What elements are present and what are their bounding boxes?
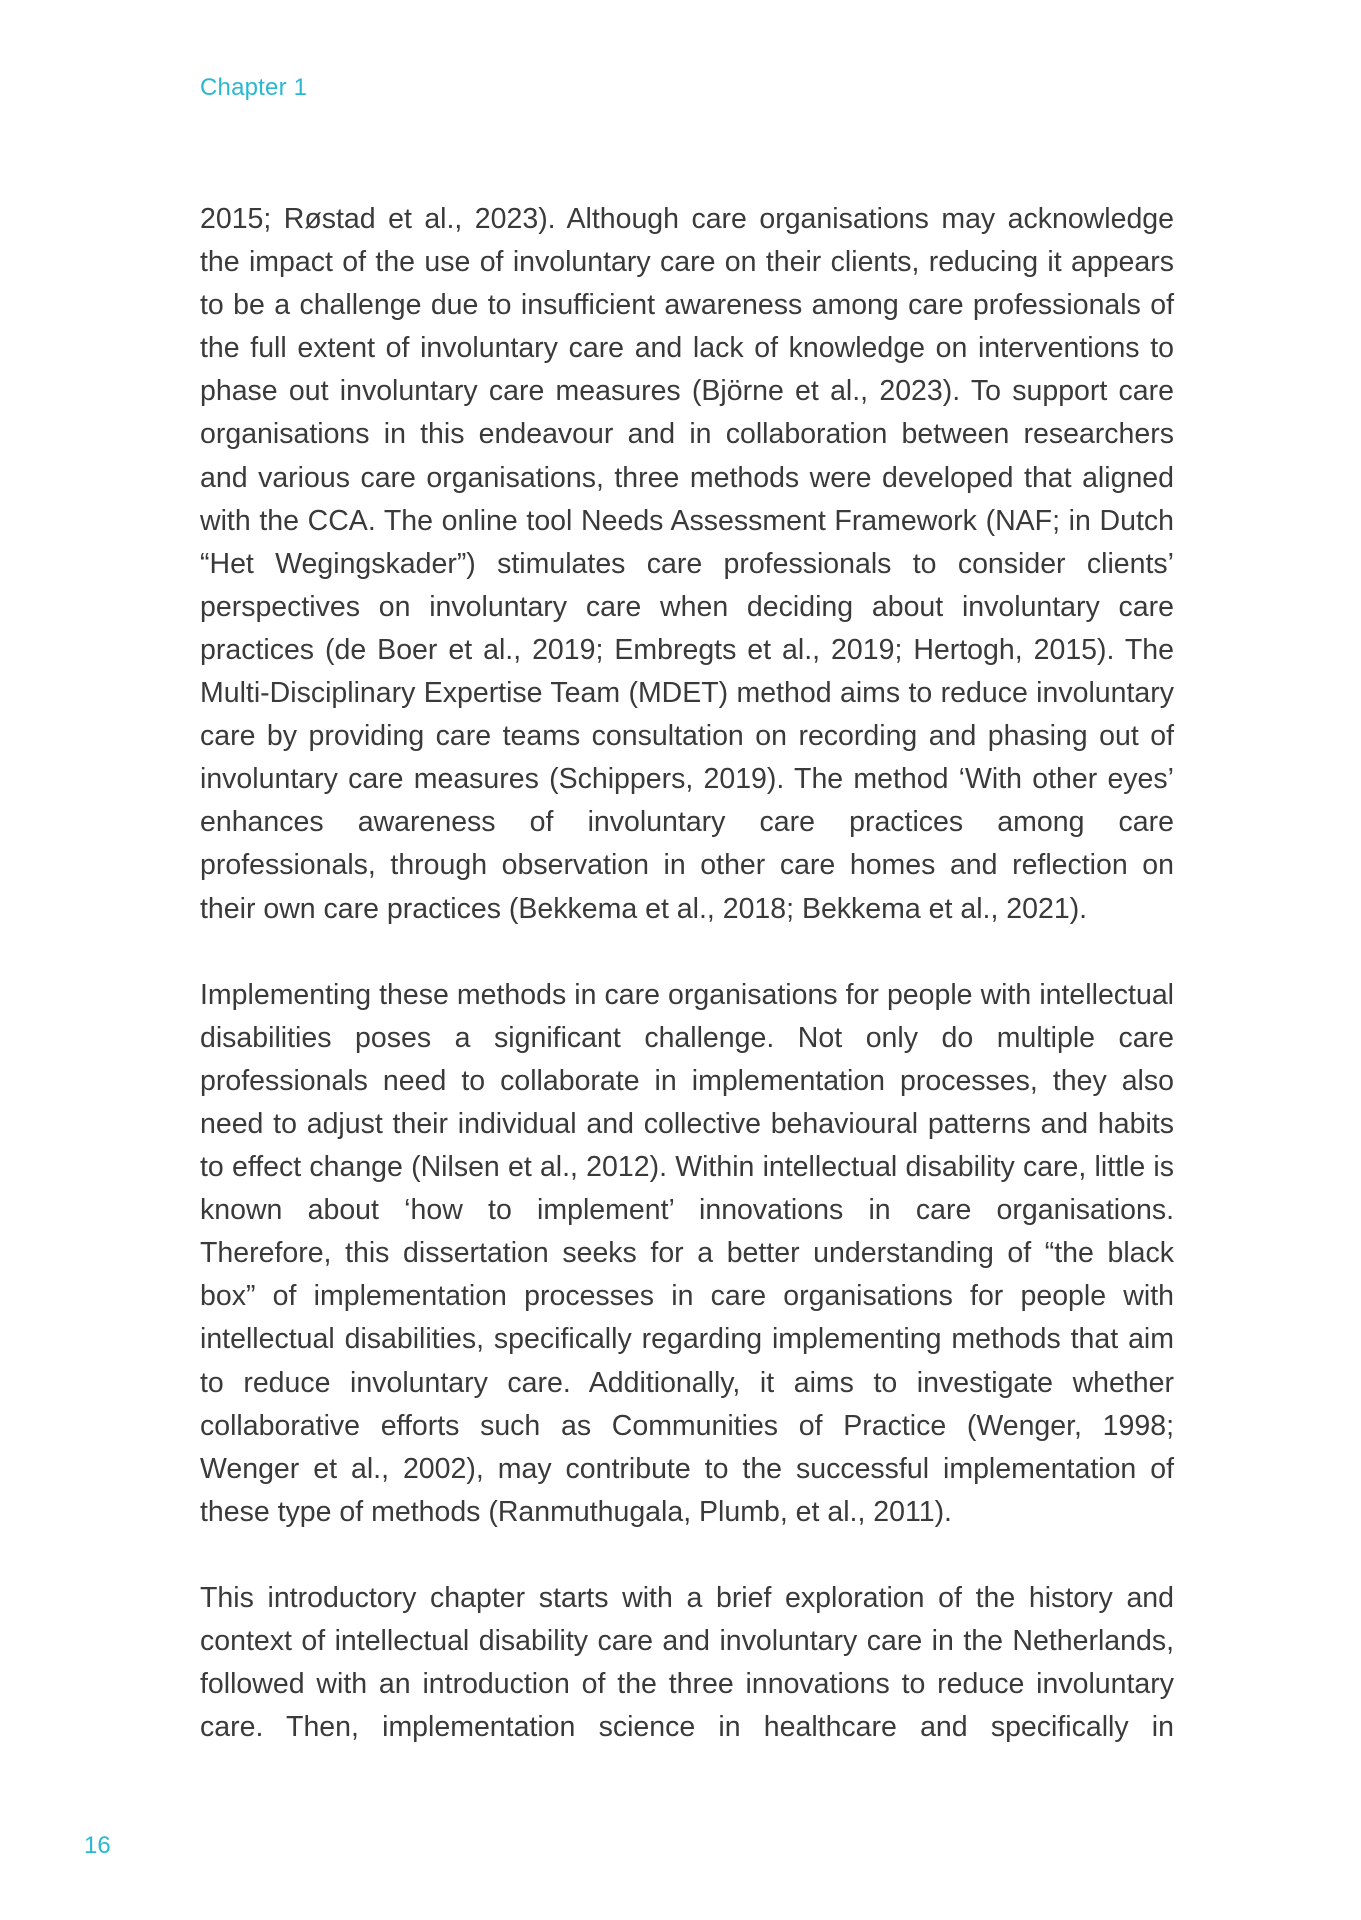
page-number: 16 <box>84 1832 111 1859</box>
paragraph: This introductory chapter starts with a brief exploration of the history and context of intellectual disability care and involuntary care in the Netherlands, followed with an introduction of the three innovations to reduce involuntary care. Then, implementation science in healthcare and specifically in <box>200 1582 1174 1744</box>
paragraph: Implementing these methods in care organisations for people with intellectual disabilities poses a significant challenge. Not only do multiple care professionals need to collaborate in implementation processes, they also need to adjust their individual and collective behavioural patterns and habits to effect change (Nilsen et al., 2012). Within intellectual disability care, little is known about ‘how to implement’ innovations in care organisations. Therefore, this dissertation seeks for a better understanding of “the black box” of implementation processes in care organisations for people with intellectual disabilities, specifically regarding implementing methods that aim to reduce involuntary care. Additionally, it aims to investigate whether collaborative efforts such as Communities of Practice (Wenger, 1998; Wenger et al., 2002), may contribute to the successful implementation of these type of methods (Ranmuthugala, Plumb, et al., 2011). <box>200 978 1174 1528</box>
chapter-running-header: Chapter 1 <box>200 74 308 101</box>
paragraph: 2015; Røstad et al., 2023). Although care organisations may acknowledge the impact of the use of involuntary care on their clients, reducing it appears to be a challenge due to insufficient awareness among care professionals of the full extent of involuntary care and lack of knowledge on interventions to phase out involuntary care measures (Björne et al., 2023). To support care organisations in this endeavour and in collaboration between researchers and various care organisations, three methods were developed that aligned with the CCA. The online tool Needs Assessment Framework (NAF; in Dutch “Het Wegingskader”) stimulates care professionals to consider clients’ perspectives on involuntary care when deciding about involuntary care practices (de Boer et al., 2019; Embregts et al., 2019; Hertogh, 2015). The Multi-Disciplinary Expertise Team (MDET) method aims to reduce involuntary care by providing care teams consultation on recording and phasing out of involuntary care measures (Schippers, 2019). The method ‘With other eyes’ enhances awareness of involuntary care practices among care professionals, through observation in other care homes and reflection on their own care practices (Bekkema et al., 2018; Bekkema et al., 2021). <box>200 203 1174 925</box>
body-text <box>200 198 1174 1749</box>
